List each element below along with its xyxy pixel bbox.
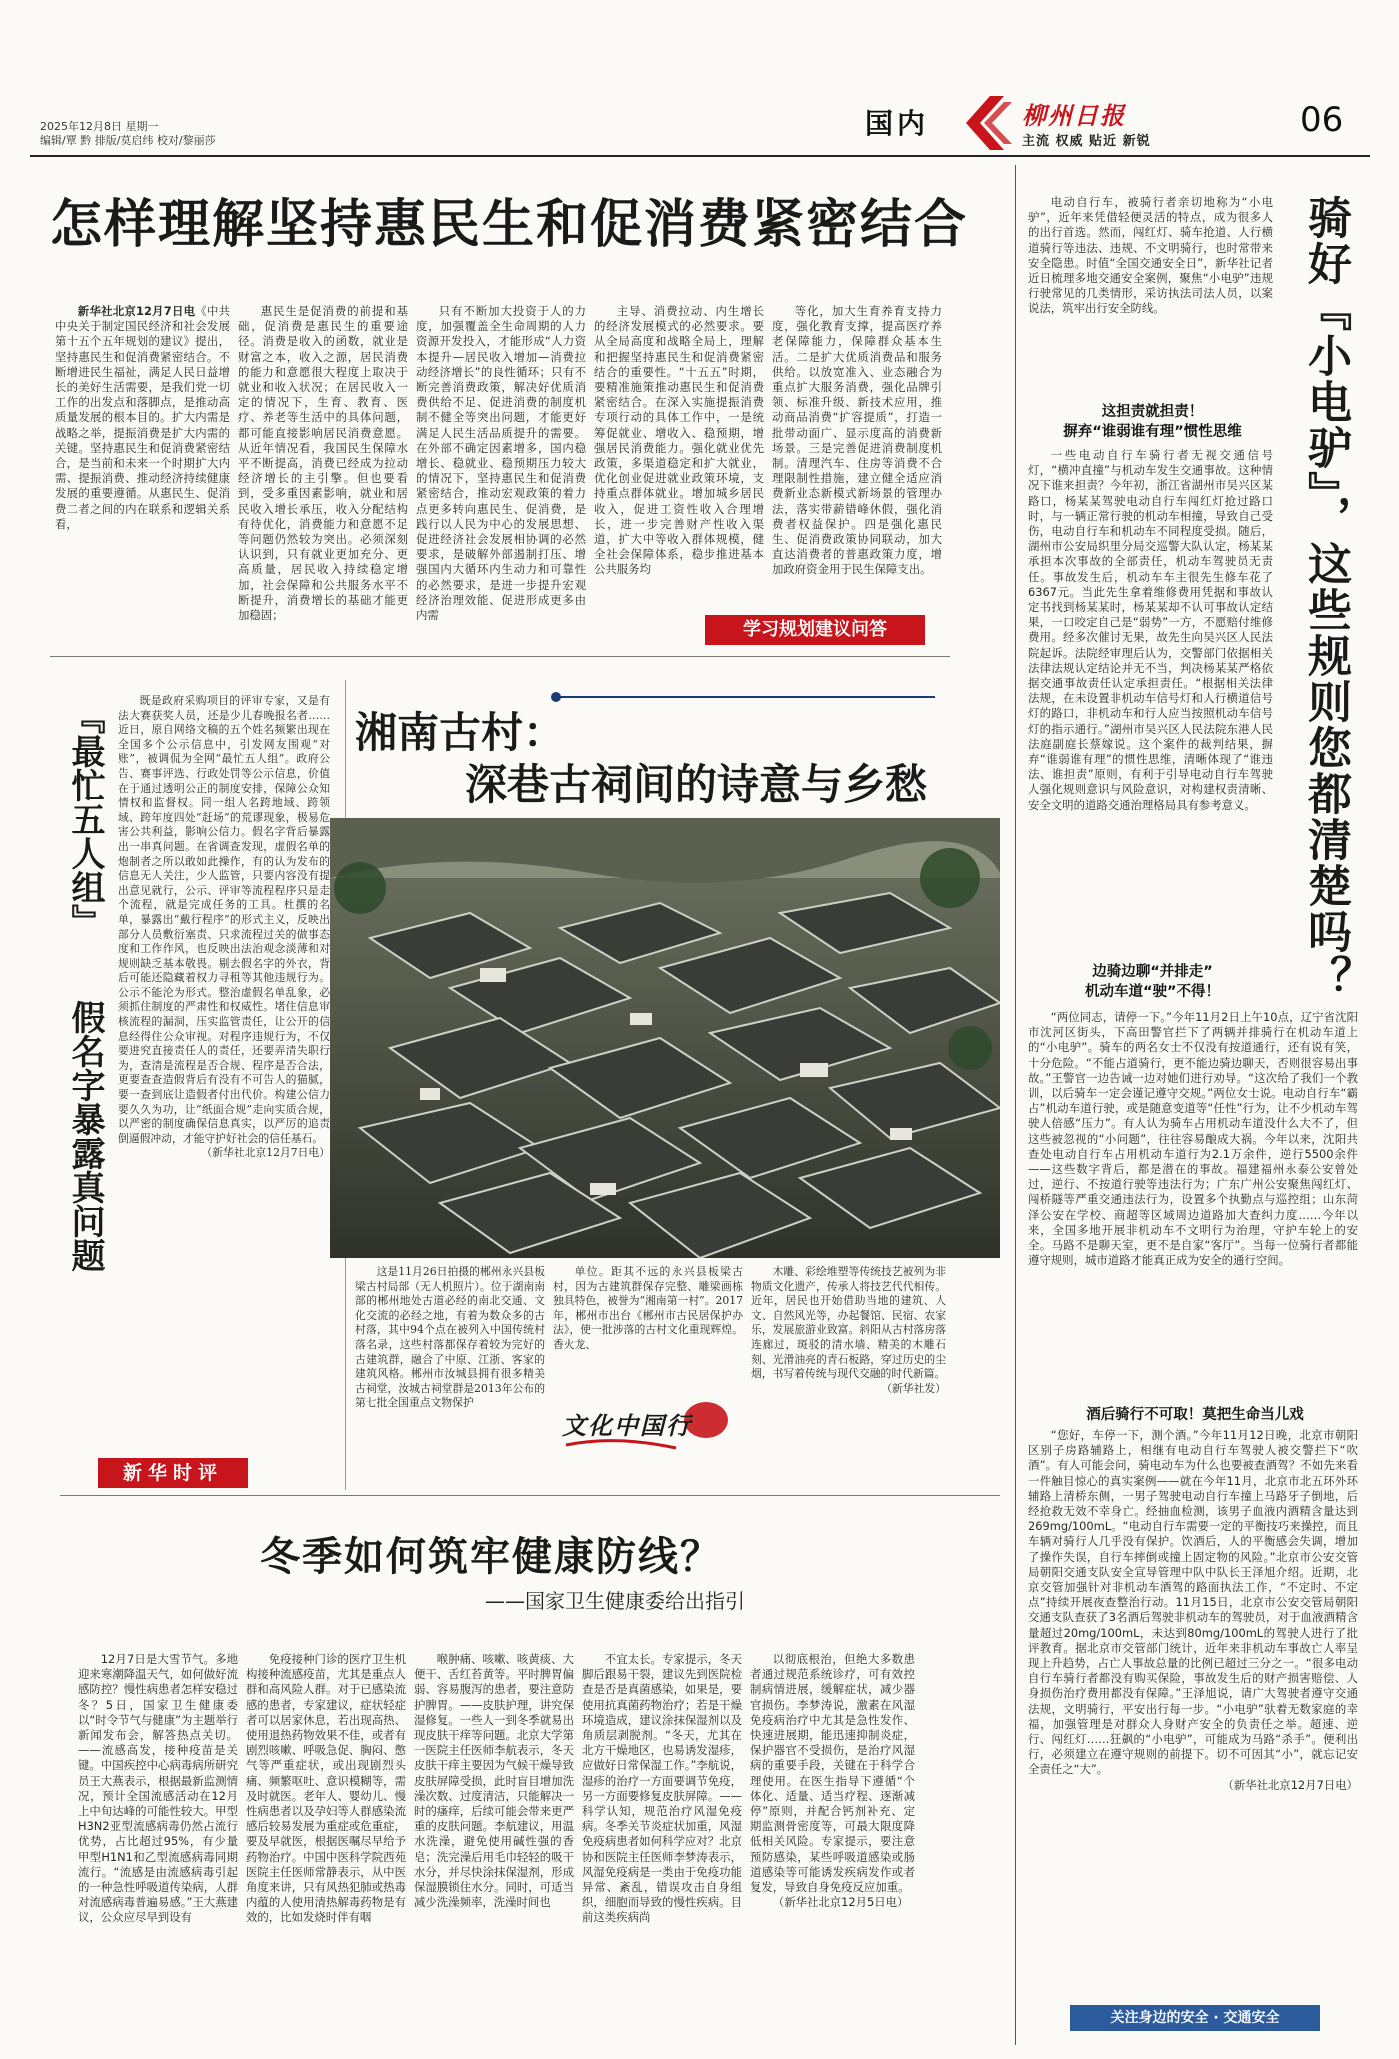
health-text-3: 喉肿痛、咳嗽、咳黄痰、大便干、舌红苔黄等。平时脾胃偏弱、容易腹泻的患者，要注意防护脾胃。——皮肤护理，讲究保湿修复。一些人一到冬季就易出现皮肤干痒等问题。北京大学第一医院主任医师李航表示，冬天皮肤干痒主要因为气候干燥导致皮肤屏障受损，此时盲目增加洗澡次数、过度清洁，只能解决一时的瘙痒，后续可能会带来更严重的皮肤问题。李航建议，用温水洗澡，避免使用碱性强的香皂；洗完澡后用毛巾轻轻的吸干水分，并尽快涂抹保湿剂，形成保湿膜锁住水分。同时，可适当减少洗澡频率，洗澡时间也 — [414, 1652, 574, 1910]
sidebar-divider — [1015, 165, 1016, 2045]
feature-caption-2 — [553, 1265, 743, 1385]
commentary-headline-top: 『最忙五人组』 — [65, 700, 105, 938]
sidebar-footer-tag-text: 关注身边的安全 · 交通安全 — [1110, 2010, 1280, 2026]
sidebar-subhead-3: 酒后骑行不可取！莫把生命当儿戏 — [1086, 1407, 1304, 1423]
sidebar-subhead-1-line-1: 这担责就担责！ — [1101, 404, 1204, 420]
sidebar-section-3-text: “您好，车停一下，测个酒。”今年11月12日晚，北京市朝阳区别子房路辅路上，相继有电动自行车驾驶人被交警拦下“吹酒”。有人可能会问，骑电动车为什么也要被查酒驾？不如先来看一件触目惊心的真实案例——就在今年11月，北京市北五环外环辅路上清桥东侧，一男子驾驶电动自行车撞上马路牙子倒地，后经抢救无效不幸身亡。经抽血检测，该男子血液内酒精含量达到269mg/100mL。“电动自行车需要一定的平衡技巧来操控，而且车辆对骑行人几乎没有保护。饮酒后，人的平衡感会失调，增加了操作失误，自行车摔倒或撞上固定物的风险。”北京市公安交管局朝阳交通支队安全宣导管理中队中队长王泽旭介绍。近期，北京交管加强针对非机动车酒驾的路面执法工作，“不定时、不定点”持续开展夜查整治行动。11月15日，北京市公安交管局朝阳交通支队查获了3名酒后驾驶非机动车的驾驶员，对于血液酒精含量超过20mg/100mL，未达到80mg/100mL的驾驶人进行了批评教育。据北京市交管部门统计，近年来非机动车事故亡人率呈现上升趋势，占亡人事故总量的比例已超过三分之一。“很多电动自行车骑行者都没有购买保险，事故发生后的财产损害赔偿、人身损伤治疗费用都没有保障。”王泽旭说，请广大驾驶者遵守交通法规，文明骑行，平安出行每一步。“小电驴”驮着无数家庭的幸福，加强管理是对群众人身财产安全的负责任之举。超速、逆行、闯红灯……狂飙的“小电驴”，可能成为马路“杀手”。便利出行，必须建立在遵守规则的前提下。切不可因其“小”，就忘记安全责任之“大”。 — [1028, 1428, 1358, 1777]
feature-caption-3 — [751, 1265, 946, 1465]
paper-slogan: 主流 权威 贴近 新锐 — [1022, 134, 1151, 149]
sidebar-section-1-text: 一些电动自行车骑行者无视交通信号灯，“横冲直撞”与机动车发生交通事故。这种情况下谁来担责？今年初，浙江省湖州市吴兴区某路口，杨某某驾驶电动自行车闯红灯抢过路口时，与一辆正常行驶的机动车相撞，导致自己受伤，电动自行车和机动车不同程度受损。随后，湖州市公安局织里分局交巡警大队认定，杨某某承担本次事故的全部责任，机动车驾驶员无责任。事故发生后，机动车车主很先生修车花了6367元。当此先生拿着维修费用凭据和事故认定书找到杨某某时，杨某某却不认可事故认定结果，一口咬定自己是“弱势”一方，不愿赔付维修费用。经多次催讨无果，故先生向吴兴区人民法院起诉。法院经审理后认为，交警部门依据相关法律法规认定结论并无不当，判决杨某某严格依据交通事故责任认定承担责任。“根据相关法律法规，在未设置非机动车信号灯和人行横道信号灯的路口，非机动车和行人应当按照机动车信号灯的指示通行。”湖州市吴兴区人民法院东港人民法庭副庭长蔡嫁说。这个案件的裁判结果，摒弃“谁弱谁有理”的惯性思维，清晰体现了“谁违法、谁担责”原则，有利于引导电动自行车驾驶人强化规则意识与风险意识，对构建权责清晰、安全文明的道路交通治理格局具有参考意义。 — [1028, 448, 1273, 812]
commentary-text: 既是政府采购项目的评审专家，又是有法大赛获奖人员，还是少儿春晚报名者……近日，原自网络文稿的五个姓名频繁出现在全国多个公示信息中，引发网友围观“对账”，被调侃为全网“最忙五人组”。政府公告、赛事评选、行政处罚等公示信息，价值在于通过透明公正的制度安排，保障公众知情权和监督权。同一组人名跨地域、跨领域、跨年度四处“赶场”的荒谬现象，极易危害公共利益，影响公信力。假名字背后暴露出一串真问题。在省调查发现，虚假名单的炮制者之所以敢如此操作，有的认为发布的信息无人关注，少人监管，只要内容没有提出意见就行，公示、评审等流程程序只是走个流程，就是完成任务的工具。杜撰的名单，暴露出“戴行程序”的形式主义，反映出部分人员敷衍塞责、只求流程过关的做事态度和工作作风，也反映出法治观念淡薄和对规则缺乏基本敬畏。剔去假名字的外衣，背后可能还隐藏着权力寻租等其他违规行为。公示不能沦为形式。整治虚假名单乱象，必须抓住制度的严肃性和权威性。堵住信息审核流程的漏洞，压实监管责任，让公开的信息经得住公众审视。对程序违规行为，不仅要进究直接责任人的责任，还要弄清失职行为，查清是流程是否合规、程序是否合法，更要查查造假背后有没有不可告人的猫腻，要一查到底让造假者付出代价。构建公信力要久久为功，让“纸面合规”走向实质合规，以严密的制度确保信息真实，以严厉的追责倒逼假冲动，才能守护好社会的信任基石。 — [118, 694, 330, 1145]
paper-logo: 柳州日报 — [1022, 102, 1126, 130]
lead-column-5 — [772, 304, 942, 614]
health-text-4: 不宜太长。专家提示，冬天脚后跟易干裂，建议先到医院检查是否是真菌感染，如果是，要使用抗真菌药物治疗；若是干燥环境造成，建议涂抹保湿剂以及角质层剥脱剂。“冬天，尤其在北方干燥地区，也易诱发湿疹，应做好日常保湿工作。”李航说，湿疹的治疗一方面要调节免疫，另一方面要修复皮肤屏障。——科学认知，规范治疗风湿免疫病。冬季关节炎症状加重，风湿免疫病患者如何科学应对？北京协和医院主任医师李梦涛表示，风湿免疫病是一类由于免疫功能异常、紊乱，错误攻击自身组织，细胞而导致的慢性疾病。目前这类疾病尚 — [582, 1652, 742, 1925]
health-column-1 — [78, 1652, 238, 2037]
sidebar-credit: （新华社北京12月7日电） — [1222, 1777, 1358, 1792]
feature-caption-text-3: 木雕、彩绘堆塑等传统技艺被列为非物质文化遗产，传承人将技艺代代相传。近年，居民也开始借助当地的建筑、人文、自然风光等，办起餐馆、民宿、农家乐，发展旅游业致富。斜阳从古村落房落连廊过，斑驳的清水墙、精美的木雕石刻、光滑油亮的青石板路，穿过历史的尘烟，书写着传统与现代交融的时代新篇。 — [751, 1265, 946, 1381]
commentary-headline-bottom: 假名字暴露真问题 — [65, 1000, 105, 1272]
health-text-2: 免疫接种门诊的医疗卫生机构接种流感疫苗，尤其是重点人群和高风险人群。对于已感染流感的患者，专家建议，症状轻症者可以居家休息，若出现高热、使用退热药物效果不佳，或者有剧烈咳嗽、呼吸急促、胸闷、憋气等严重症状，或出现剧烈头痛、频繁呕吐、意识模糊等，需及时就医。老年人、婴幼儿、慢性病患者以及孕妇等人群感染流感后较易发展为重症或危重症，要及早就医，根据医嘱尽早给予药物治疗。中国中医科学院西苑医院主任医师常静表示，从中医角度来讲，只有风热犯肺或热毒内蕴的人使用清热解毒药物是有效的，比如发烧时伴有咽 — [246, 1652, 406, 1925]
health-text-5: 以彻底根治，但绝大多数患者通过规范系统诊疗，可有效控制病情进展，缓解症状，减少器官损伤。李梦涛说，激素在风湿免疫病治疗中尤其是急性发作、快速进展期，能迅速抑制炎症，保护器官不受损伤，是治疗风湿病的重要手段，关键在于科学合理使用。在医生指导下遵循“个体化、适量、适当疗程、逐渐减停”原则，并配合钙剂补充、定期监测骨密度等，可最大限度降低相关风险。专家提示，要注意预防感染，某些呼吸道感染或肠道感染等可能诱发疾病发作或者复发，导致自身免疫反应加重。 — [750, 1652, 915, 1895]
health-subhead: ——国家卫生健康委给出指引 — [485, 1589, 745, 1613]
sidebar-section-2 — [1028, 1010, 1358, 1395]
sidebar-section-3 — [1028, 1428, 1358, 1993]
page-number: 06 — [1300, 100, 1344, 140]
masthead-rule — [30, 155, 1370, 157]
feature-title-dot-icon — [551, 692, 561, 702]
village-aerial-photo — [330, 818, 1000, 1258]
health-column-4 — [582, 1652, 742, 2037]
lead-text-4: 主导、消费拉动、内生增长的经济发展模式的必然要求。要从全局高度和战略全局上，理解和把握坚持惠民生和促消费紧密结合的重要性。“十五五”时期，要精准施策推动惠民生和促消费紧密结合。在深入实施提振消费专项行动的具体工作中，一是统筹促就业、增收入、稳预期，增强居民消费能力。强化就业优先政策，多渠道稳定和扩大就业，优化创业促进就业政策环境，支持重点群体就业。增加城乡居民收入，促进工资性收入合理增长，进一步完善财产性收入渠道，扩大中等收入群体规模，健全社会保障体系，稳步推进基本公共服务均 — [594, 304, 764, 577]
feature-credit: （新华社发） — [881, 1381, 946, 1395]
study-qa-banner: 学习规划建议问答 — [705, 615, 925, 645]
sidebar-subhead-2-line-2: 机动车道“驶”不得！ — [1084, 984, 1221, 1000]
sidebar-footer-tag — [1070, 2005, 1320, 2031]
feature-title-block — [355, 690, 975, 810]
commentary-body — [118, 694, 330, 1424]
sidebar-subhead-1 — [1030, 402, 1275, 442]
health-text-1: 12月7日是大雪节气。多地迎来寒潮降温天气，如何做好流感防控？慢性病患者怎样安稳过冬？5日，国家卫生健康委以“时令节气与健康”为主题举行新闻发布会，解答热点关切。——流感高发，接种疫苗是关键。中国疾控中心病毒病所研究员王大燕表示，根据最新监测情况，预计全国流感活动在12月上中旬达峰的可能性较大。甲型H3N2亚型流感病毒仍然占流行优势，占比超过95%，有少量甲型H1N1和乙型流感病毒同期流行。“流感是由流感病毒引起的一种急性呼吸道传染病，人群对流感病毒普遍易感。”王大燕建议，公众应尽早到设有 — [78, 1652, 238, 1925]
lead-text-3: 只有不断加大投资于人的力度，加强覆盖全生命周期的人力资源开发投入，才能形成“人力资本提升—居民收入增加—消费拉动经济增长”的良性循环；只有不断完善消费政策，解决好优质消费供给不足、促进消费的制度机制不健全等突出问题，才能更好满足人民生活品质提升的需要。在外部不确定因素增多，国内稳增长、稳就业、稳预期压力较大的情况下，坚持惠民生和促消费紧密结合，推动宏观政策的着力点更多转向惠民生、促消费，是践行以人民为中心的发展思想、促进经济社会发展相协调的必然要求，是破解外部遏制打压、增强国内大循环内生动力和可靠性的必然要求，是进一步提升宏观经济治理效能、促进形成更多由内需 — [416, 304, 586, 623]
health-column-5 — [750, 1652, 915, 2037]
lead-dateline: 新华社北京12月7日电 — [77, 304, 196, 318]
lead-column-3 — [416, 304, 586, 634]
health-column-3 — [414, 1652, 574, 2037]
feature-caption-text-1: 这是11月26日拍摄的郴州永兴县板梁古村局部（无人机照片）。位于湖南南部的郴州地处古道必经的南北交通、文化交流的必经之地，有着为数众多的古村落，其中94个点在被列入中国传统村落名录，这些村落都保存着较为完好的古建筑群，融合了中原、江浙、客家的建筑风格。郴州市汝城县拥有很多精美古祠堂，汝城古祠堂群是2013年公布的第七批全国重点文物保护 — [355, 1265, 545, 1410]
mid-rule — [60, 1495, 1000, 1496]
lead-column-4 — [594, 304, 764, 614]
feature-title-bracket — [555, 696, 935, 698]
lead-text-1: 《中共中央关于制定国民经济和社会发展第十五个五年规划的建议》提出，坚持惠民生和促消费紧密结合。不断增进民生福祉，满足人民日益增长的美好生活需要，是我们党一切工作的出发点和落脚点，是推动高质量发展的根本目的。扩大内需是战略之举，提振消费是扩大内需的关键。坚持惠民生和促消费紧密结合，是当前和未来一个时期扩大内需、提振消费、推动经济持续健康发展的重要遵循。从惠民生、促消费二者之间的内在联系和逻辑关系看， — [55, 304, 230, 531]
commentary-credit: （新华社北京12月7日电） — [201, 1146, 330, 1160]
sidebar-subhead-2 — [1030, 962, 1275, 1002]
feature-title-line-1: 湘南古村： — [355, 708, 566, 757]
sidebar-intro-text: 电动自行车，被骑行者亲切地称为“小电驴”，近年来凭借轻便灵活的特点，成为很多人的出行首选。然而，闯红灯、骑车抢道、人行横道骑行等违法、违规、不文明骑行，也时常带来安全隐患。时值“全国交通安全日”，新华社记者近日梳理多地交通安全案例，聚焦“小电驴”违规行驶常见的几类情形，采访执法司法人员，以案说法，筑牢出行安全防线。 — [1028, 195, 1273, 316]
culture-china-stamp-text: 文化中国行 — [562, 1412, 692, 1440]
sidebar-subhead-2-line-1: 边骑边聊“并排走” — [1092, 964, 1213, 980]
lead-bottom-rule — [50, 656, 950, 657]
masthead — [0, 0, 1399, 160]
section-name: 国内 — [865, 107, 930, 140]
sidebar-section-2-text: “两位同志，请停一下。”今年11月2日上午10点，辽宁省沈阳市沈河区街头，下高田警官拦下了两辆并排骑行在机动车道上的“小电驴”。骑车的两名女士不仅没有按道通行，还有说有笑，十分危险。“不能占道骑行，更不能边骑边聊天，否则很容易出事故。”王警官一边告诫一边对她们进行劝导。“这次给了我们一个教训，以后骑车一定会谨记遵守交规。”两位女士说。电动自行车“霸占”机动车道行驶，或是随意变道等“任性”行为，让不少机动车驾驶人倍感“压力”。有人认为骑车占用机动车道没什么大不了，但这些被忽视的“小问题”，往往容易酿成大祸。今年以来，沈阳共查处电动自行车占用机动车道行为2.1万余件，逆行5500余件——这些数字背后，都是潜在的事故。福建福州永泰公安曾处过，逆行、不按道行驶等违法行为；广东广州公安聚焦闯红灯、闯桥隧等严重交通违法行为，设置多个执勤点与巡控组；山东菏泽公安在学校、商超等区域周边道路加大查纠力度……今年以来，全国多地开展非机动车不文明行为治理，守护车轮上的安全。马路不是聊天室，更不是自家“客厅”。当每一位骑行者都能遵守规则，城市道路才能真正成为安全的通行空间。 — [1028, 1010, 1358, 1268]
feature-caption-1 — [355, 1265, 545, 1465]
section-chevron-icon — [960, 96, 1012, 150]
health-column-2 — [246, 1652, 406, 2037]
sidebar-intro — [1028, 195, 1273, 395]
editor-credits: 编辑/覃 黔 排版/莫启纬 校对/黎丽莎 — [40, 134, 216, 147]
lead-headline: 怎样理解坚持惠民生和促消费紧密结合 — [50, 195, 969, 255]
lead-column-2 — [238, 304, 408, 634]
feature-caption-text-2: 单位。距其不远的永兴县板梁古村，因为古建筑群保存完整、雕梁画栋独具特色，被誉为“湘南第一村”。2017年，郴州市出台《郴州市古民居保护办法》，使一批涉落的古村文化重现辉煌。香火龙、 — [553, 1265, 743, 1351]
xinhua-commentary-tag: 新华时评 — [98, 1458, 248, 1488]
sidebar-headline: 骑好『小电驴』，这些规则您都清楚吗？ — [1300, 195, 1351, 1001]
lead-text-2: 惠民生是促消费的前提和基础，促消费是惠民生的重要途径。消费是收入的函数，就业是财富之本，收入之源，居民消费的能力和意愿很大程度上取决于就业和收入状况；在居民收入一定的情况下，生育、教育、医疗、养老等生活中的具体问题，都可能直接影响居民消费意愿。从近年情况看，我国民生保障水平不断提高，消费已经成为拉动经济增长的主引擎。但也要看到，受多重因素影响，就业和居民收入增长承压，收入分配结构有待优化，消费能力和意愿不足等问题仍然较为突出。必须深刻认识到，只有就业更加充分、更高质量，居民收入持续稳定增加，社会保障和公共服务水平不断提升，消费增长的基础才能更加稳固； — [238, 304, 408, 623]
lead-text-5: 等化，加大生育养育支持力度，强化教育支撑，提高医疗养老保障能力，保障群众基本生活。二是扩大优质消费品和服务供给。以放宽准入、业态融合为重点扩大服务消费，强化品牌引领、标准升级、新技术应用，推动商品消费“扩容提质”，打造一批带动面广、显示度高的消费新场景。三是完善促进消费制度机制。清理汽车、住房等消费不合理限制性措施，建立健全适应消费新业态新模式新场景的管理办法，落实带薪错峰休假，强化消费者权益保护。四是强化惠民生、促消费政策协同联动，加大直达消费者的普惠政策力度，增加政府资金用于民生保障支出。 — [772, 304, 942, 577]
feature-title-line-2: 深巷古祠间的诗意与乡愁 — [465, 760, 928, 809]
sidebar-section-1 — [1028, 448, 1273, 956]
health-headline: 冬季如何筑牢健康防线？ — [260, 1534, 722, 1580]
health-credit: （新华社北京12月5日电） — [772, 1895, 909, 1910]
issue-date: 2025年12月8日 星期一 — [40, 120, 159, 133]
lead-column-1 — [55, 304, 230, 634]
culture-china-stamp — [556, 1390, 736, 1460]
sidebar-subhead-1-line-2: 摒弃“谁弱谁有理”惯性思维 — [1063, 424, 1242, 440]
